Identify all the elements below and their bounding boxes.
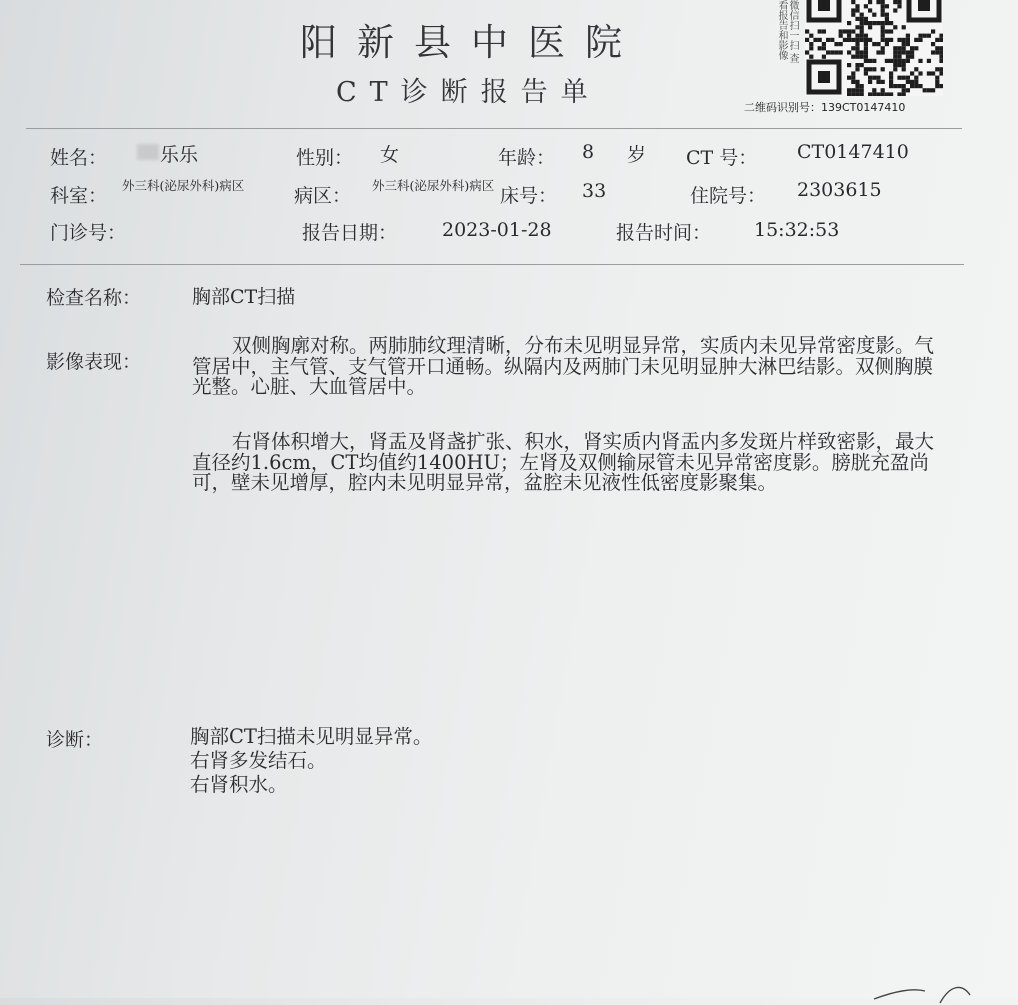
qr-module <box>860 25 864 29</box>
qr-module <box>805 29 809 33</box>
qr-module <box>868 21 872 25</box>
qr-module <box>881 88 885 92</box>
qr-module <box>910 55 914 59</box>
qr-module <box>889 71 893 75</box>
qr-id: 二维码识别号：139CT0147410 <box>744 101 906 114</box>
qr-module <box>860 34 864 38</box>
qr-module <box>855 84 859 88</box>
qr-module <box>939 59 943 63</box>
qr-module <box>935 76 939 80</box>
qr-module <box>935 80 939 84</box>
report-time-label: 报告时间： <box>616 222 712 244</box>
qr-module <box>927 34 931 38</box>
qr-module <box>935 46 939 50</box>
qr-module <box>881 0 885 4</box>
qr-module <box>847 88 851 92</box>
qr-module <box>889 38 893 42</box>
qr-module <box>885 92 889 96</box>
qr-module <box>860 84 864 88</box>
report-time-value: 15:32:53 <box>754 219 840 241</box>
qr-module <box>923 88 927 92</box>
qr-module <box>897 63 901 67</box>
qr-module <box>830 38 834 42</box>
qr-module <box>935 84 939 88</box>
qr-module <box>868 59 872 63</box>
qr-module <box>851 92 855 96</box>
qr-module <box>847 38 851 42</box>
qr-module <box>931 88 935 92</box>
diagnosis-line-1: 胸部CT扫描未见明显异常。 <box>190 725 433 748</box>
qr-module <box>939 71 943 75</box>
bed-value: 33 <box>582 180 607 202</box>
findings-label: 影像表现： <box>46 351 142 373</box>
qr-module <box>868 92 872 96</box>
qr-module <box>897 50 901 54</box>
qr-module <box>881 38 885 42</box>
qr-module <box>868 8 872 12</box>
qr-module <box>872 21 876 25</box>
qr-module <box>914 46 918 50</box>
info-divider <box>20 264 964 265</box>
qr-module <box>851 38 855 42</box>
dept-value: 外三科(泌尿外科)病区 <box>122 178 245 193</box>
qr-module <box>881 13 885 17</box>
qr-module <box>813 38 817 42</box>
qr-module <box>881 80 885 84</box>
qr-module <box>847 21 851 25</box>
diagnosis-line-3: 右肾积水。 <box>190 773 288 796</box>
qr-module <box>902 88 906 92</box>
qr-module <box>881 29 885 33</box>
qr-module <box>855 63 859 67</box>
qr-module <box>872 92 876 96</box>
qr-module <box>876 0 880 4</box>
qr-module <box>897 84 901 88</box>
qr-module <box>885 21 889 25</box>
qr-module <box>935 50 939 54</box>
qr-module <box>855 50 859 54</box>
qr-module <box>885 4 889 8</box>
qr-module <box>889 29 893 33</box>
qr-module <box>809 55 813 59</box>
qr-module <box>893 59 897 63</box>
qr-module <box>868 80 872 84</box>
ward-label: 病区： <box>294 185 352 207</box>
qr-module <box>834 50 838 54</box>
qr-module <box>889 21 893 25</box>
qr-module <box>939 34 943 38</box>
qr-module <box>855 38 859 42</box>
qr-module <box>864 50 868 54</box>
qr-module <box>868 0 872 4</box>
qr-module <box>860 13 864 17</box>
qr-module <box>864 34 868 38</box>
qr-module <box>864 59 868 63</box>
qr-module <box>834 42 838 46</box>
qr-module <box>868 67 872 71</box>
qr-module <box>931 50 935 54</box>
sex-label: 性别： <box>296 147 354 169</box>
qr-module <box>851 0 855 4</box>
qr-module <box>935 38 939 42</box>
qr-module <box>881 4 885 8</box>
qr-module <box>855 4 859 8</box>
qr-module <box>851 76 855 80</box>
qr-module <box>893 25 897 29</box>
qr-module <box>876 92 880 96</box>
qr-module <box>822 42 826 46</box>
qr-module <box>826 50 830 54</box>
qr-module <box>876 42 880 46</box>
qr-module <box>851 88 855 92</box>
qr-module <box>847 76 851 80</box>
qr-module <box>872 59 876 63</box>
qr-module <box>860 55 864 59</box>
qr-module <box>914 67 918 71</box>
exam-name-value: 胸部CT扫描 <box>192 286 296 308</box>
qr-module <box>889 80 893 84</box>
qr-caption: 微信扫一扫 查看报告和影像 <box>776 0 798 64</box>
qr-module <box>847 63 851 67</box>
qr-module <box>918 71 922 75</box>
qr-module <box>881 67 885 71</box>
qr-module <box>839 50 843 54</box>
qr-module <box>805 50 809 54</box>
qr-module <box>893 63 897 67</box>
qr-code <box>805 0 943 96</box>
qr-module <box>939 67 943 71</box>
qr-module <box>822 55 826 59</box>
redacted-name-block <box>137 144 159 160</box>
qr-module <box>889 59 893 63</box>
qr-module <box>939 46 943 50</box>
qr-module <box>910 80 914 84</box>
name-value: 乐乐 <box>160 144 199 166</box>
qr-module <box>914 76 918 80</box>
qr-module <box>851 13 855 17</box>
qr-module <box>864 4 868 8</box>
qr-module <box>855 25 859 29</box>
qr-module <box>923 34 927 38</box>
qr-module <box>809 46 813 50</box>
qr-module <box>906 88 910 92</box>
qr-module <box>931 42 935 46</box>
qr-module <box>902 84 906 88</box>
qr-module <box>860 17 864 21</box>
qr-module <box>847 92 851 96</box>
qr-module <box>906 50 910 54</box>
qr-module <box>855 42 859 46</box>
qr-module <box>927 59 931 63</box>
qr-module <box>881 8 885 12</box>
qr-module <box>910 46 914 50</box>
findings-paragraph-1: 双侧胸廓对称。两肺肺纹理清晰，分布未见明显异常，实质内未见异常密度影。气管居中，主气管、支气管开口通畅。纵隔内及两肺门未见明显肿大淋巴结影。双侧胸膜光整。心脏、大血管居中。 <box>192 334 935 398</box>
qr-module <box>897 92 901 96</box>
qr-module <box>860 88 864 92</box>
header-divider <box>26 128 962 129</box>
qr-module <box>897 55 901 59</box>
qr-module <box>847 34 851 38</box>
qr-module <box>893 50 897 54</box>
qr-module <box>872 67 876 71</box>
qr-module <box>839 34 843 38</box>
qr-module <box>864 46 868 50</box>
qr-module <box>935 67 939 71</box>
qr-module <box>897 46 901 50</box>
qr-module <box>885 29 889 33</box>
qr-module <box>872 88 876 92</box>
qr-module <box>864 67 868 71</box>
report-date-label: 报告日期： <box>302 222 398 244</box>
qr-module <box>893 0 897 4</box>
hospital-name: 阳新县中医院 <box>300 21 642 64</box>
qr-module <box>839 29 843 33</box>
qr-module <box>855 8 859 12</box>
qr-module <box>902 50 906 54</box>
qr-module <box>860 29 864 33</box>
qr-module <box>872 42 876 46</box>
qr-module <box>805 38 809 42</box>
qr-module <box>885 17 889 21</box>
qr-module <box>876 80 880 84</box>
diagnosis-line-2: 右肾多发结石。 <box>190 749 327 772</box>
qr-module <box>872 13 876 17</box>
qr-module <box>822 46 826 50</box>
qr-module <box>893 67 897 71</box>
qr-module <box>902 59 906 63</box>
qr-module <box>914 80 918 84</box>
qr-module <box>906 59 910 63</box>
qr-module <box>902 46 906 50</box>
qr-module <box>818 38 822 42</box>
qr-module <box>822 29 826 33</box>
qr-module <box>906 80 910 84</box>
inpatient-number-label: 住院号： <box>690 185 767 207</box>
qr-module <box>897 76 901 80</box>
qr-module <box>855 46 859 50</box>
sex-value: 女 <box>380 144 400 166</box>
qr-module <box>876 50 880 54</box>
qr-module <box>927 71 931 75</box>
qr-module <box>902 67 906 71</box>
qr-module <box>839 42 843 46</box>
qr-module <box>860 21 864 25</box>
qr-module <box>918 38 922 42</box>
qr-module <box>864 55 868 59</box>
qr-module <box>931 29 935 33</box>
qr-module <box>893 8 897 12</box>
qr-module <box>939 84 943 88</box>
qr-module <box>914 38 918 42</box>
qr-module <box>885 38 889 42</box>
qr-module <box>897 38 901 42</box>
qr-module <box>881 34 885 38</box>
qr-module <box>906 76 910 80</box>
qr-module <box>809 42 813 46</box>
qr-module <box>851 71 855 75</box>
qr-module <box>868 76 872 80</box>
qr-module <box>889 84 893 88</box>
qr-module <box>809 34 813 38</box>
qr-module <box>864 42 868 46</box>
qr-module <box>910 50 914 54</box>
findings-paragraph-2: 右肾体积增大，肾盂及肾盏扩张、积水，肾实质内肾盂内多发斑片样致密影，最大直径约1.6cm，CT均值约1400HU；左肾及双侧输尿管未见异常密度影。膀胱充盈尚可，壁未见增厚，腔内未见明显异常，盆腔未见液性低密度影聚集。 <box>192 430 935 494</box>
qr-module <box>843 29 847 33</box>
qr-module <box>876 21 880 25</box>
qr-module <box>876 76 880 80</box>
qr-module <box>864 71 868 75</box>
qr-module <box>893 46 897 50</box>
qr-module <box>860 50 864 54</box>
report-date-value: 2023-01-28 <box>442 219 552 241</box>
outpatient-number-label: 门诊号： <box>50 222 127 244</box>
qr-module <box>939 50 943 54</box>
qr-module <box>910 84 914 88</box>
ct-number-label: CT 号： <box>686 147 758 169</box>
qr-module <box>855 67 859 71</box>
qr-module <box>881 21 885 25</box>
qr-module <box>906 42 910 46</box>
qr-module <box>918 59 922 63</box>
signature-mark <box>870 975 990 1005</box>
qr-module <box>847 29 851 33</box>
qr-module <box>860 92 864 96</box>
qr-module <box>851 46 855 50</box>
qr-module <box>897 4 901 8</box>
ward-value: 外三科(泌尿外科)病区 <box>372 178 495 193</box>
qr-module <box>851 8 855 12</box>
ct-number-value: CT0147410 <box>797 141 909 163</box>
qr-module <box>902 38 906 42</box>
qr-module <box>939 38 943 42</box>
report-title: CT诊断报告单 <box>336 77 601 108</box>
qr-module <box>855 80 859 84</box>
qr-module <box>897 59 901 63</box>
qr-module <box>872 76 876 80</box>
qr-module <box>818 29 822 33</box>
qr-module <box>889 92 893 96</box>
qr-module <box>864 38 868 42</box>
age-value: 8 <box>582 141 595 163</box>
qr-module <box>864 17 868 21</box>
qr-module <box>818 46 822 50</box>
qr-module <box>902 92 906 96</box>
age-unit: 岁 <box>627 144 647 166</box>
qr-module <box>906 38 910 42</box>
qr-module <box>855 92 859 96</box>
qr-module <box>851 29 855 33</box>
qr-module <box>826 38 830 42</box>
qr-module <box>897 0 901 4</box>
qr-module <box>881 46 885 50</box>
qr-module <box>885 59 889 63</box>
qr-module <box>855 17 859 21</box>
qr-module <box>931 71 935 75</box>
qr-module <box>893 84 897 88</box>
diagnosis-label: 诊断： <box>46 729 104 751</box>
qr-module <box>914 84 918 88</box>
qr-module <box>902 63 906 67</box>
qr-module <box>918 84 922 88</box>
qr-module <box>868 38 872 42</box>
name-label: 姓名： <box>50 147 108 169</box>
qr-module <box>851 55 855 59</box>
qr-module <box>906 34 910 38</box>
inpatient-number-value: 2303615 <box>797 179 882 201</box>
qr-module <box>881 92 885 96</box>
qr-module <box>860 63 864 67</box>
qr-module <box>881 50 885 54</box>
qr-module <box>910 71 914 75</box>
qr-module <box>864 21 868 25</box>
qr-module <box>855 34 859 38</box>
qr-module <box>851 80 855 84</box>
qr-module <box>893 55 897 59</box>
qr-module <box>830 50 834 54</box>
qr-module <box>906 55 910 59</box>
qr-module <box>889 76 893 80</box>
qr-module <box>855 88 859 92</box>
bed-label: 床号： <box>500 185 558 207</box>
qr-module <box>902 25 906 29</box>
qr-module <box>868 25 872 29</box>
dept-label: 科室： <box>50 185 108 207</box>
qr-module <box>902 42 906 46</box>
qr-module <box>927 88 931 92</box>
qr-module <box>843 38 847 42</box>
qr-module <box>885 13 889 17</box>
qr-module <box>918 34 922 38</box>
qr-module <box>881 25 885 29</box>
qr-module <box>847 50 851 54</box>
exam-name-label: 检查名称： <box>46 287 142 309</box>
qr-module <box>902 76 906 80</box>
qr-module <box>855 55 859 59</box>
qr-module <box>885 42 889 46</box>
age-label: 年龄： <box>498 147 556 169</box>
qr-module <box>939 55 943 59</box>
qr-module <box>860 38 864 42</box>
